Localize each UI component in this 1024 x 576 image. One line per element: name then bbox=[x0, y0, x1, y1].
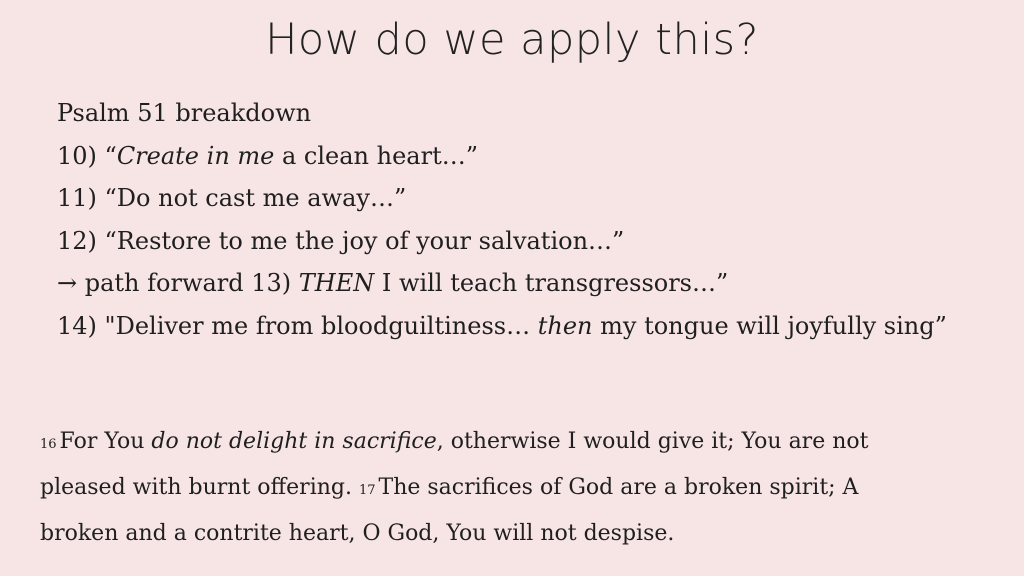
line-10-number: 10) “ bbox=[57, 141, 117, 170]
breakdown-heading: Psalm 51 breakdown bbox=[57, 99, 312, 127]
scripture-passage bbox=[40, 420, 940, 555]
psalm-breakdown bbox=[57, 92, 953, 347]
breakdown-line-11: 11) “Do not cast me away…” bbox=[57, 184, 407, 212]
line-14-italic: then bbox=[537, 311, 593, 340]
verse-17-number: 17 bbox=[358, 483, 376, 498]
breakdown-line-10 bbox=[57, 135, 953, 178]
line-14-rest: my tongue will joyfully sing” bbox=[592, 311, 947, 340]
verse-16-number: 16 bbox=[40, 437, 57, 452]
line-13-rest: I will teach transgressors…” bbox=[374, 269, 729, 297]
breakdown-line-14 bbox=[57, 305, 953, 348]
line-14-prefix: 14) "Deliver me from bloodguiltiness… bbox=[57, 311, 538, 340]
verse-16-rest: , otherwise I would give it; You are not pleased with burnt offering. bbox=[40, 429, 869, 500]
line-13-italic: THEN bbox=[298, 269, 375, 297]
verse-16-italic: do not delight in sacrifice bbox=[151, 429, 437, 454]
verse-16-prefix: For You bbox=[59, 429, 152, 454]
breakdown-line-13 bbox=[57, 262, 953, 305]
line-13-prefix: → path forward 13) bbox=[57, 269, 299, 297]
slide-title: How do we apply this? bbox=[265, 15, 759, 65]
verse-17-text: The sacrifices of God are a broken spirit; A broken and a contrite heart, O God, You will not despise. bbox=[40, 475, 859, 546]
breakdown-line-12: 12) “Restore to me the joy of your salvation…” bbox=[57, 226, 625, 255]
line-10-rest: a clean heart…” bbox=[274, 141, 478, 170]
line-10-italic: Create in me bbox=[116, 141, 275, 170]
